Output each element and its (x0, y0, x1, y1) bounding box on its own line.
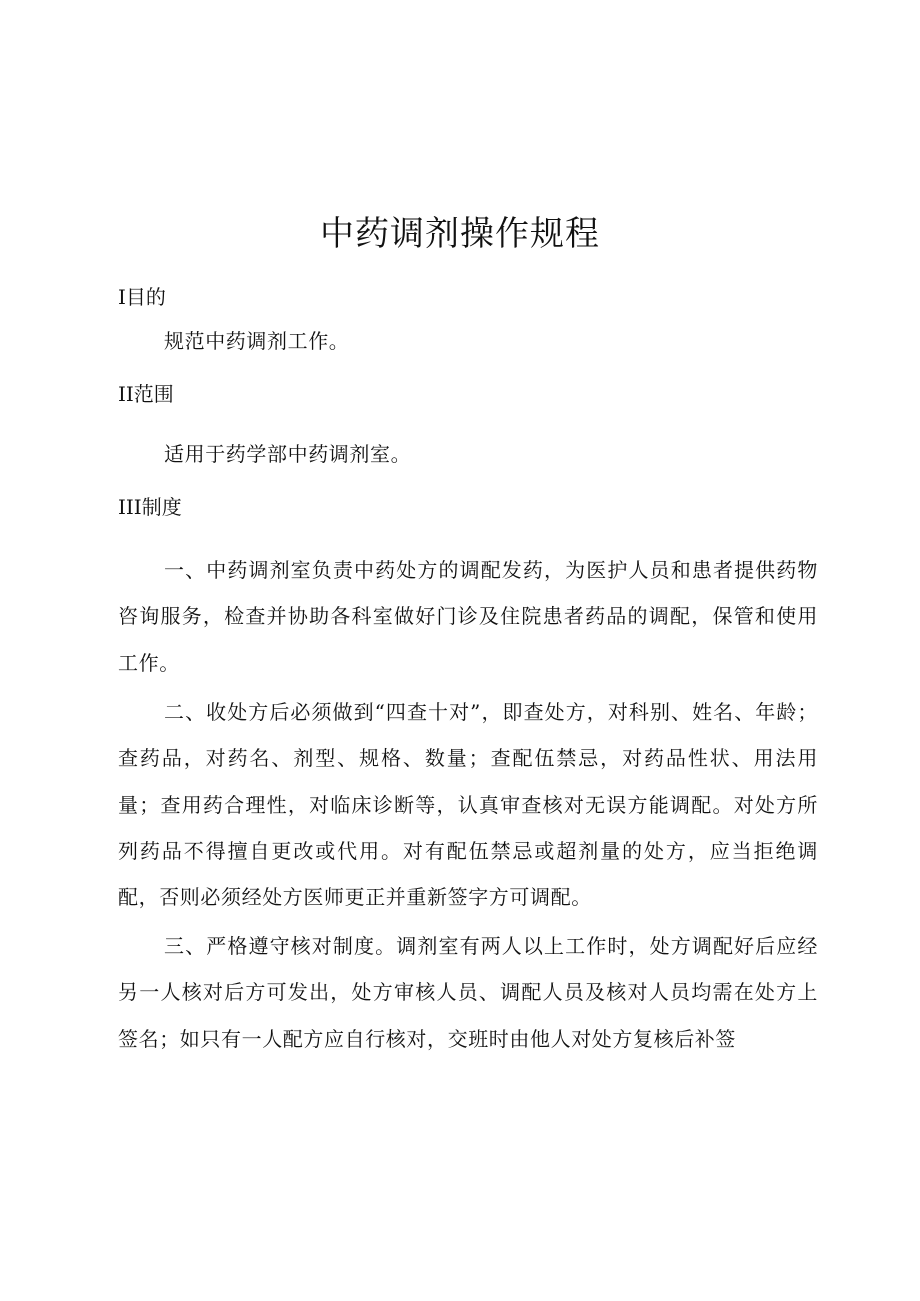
section-body-purpose: 规范中药调剂工作。 (164, 329, 350, 353)
section-heading-rules: III制度 (118, 495, 182, 519)
rule-paragraph-3: 三、严格遵守核对制度。调剂室有两人以上工作时，处方调配好后应经另一人核对后方可发出，处方审核人员、调配人员及核对人员均需在处方上签名；如只有一人配方应自行核对，交班时由他人对处方复核后补签 (118, 934, 818, 1051)
document-title: 中药调剂操作规程 (320, 214, 600, 254)
section-body-scope: 适用于药学部中药调剂室。 (164, 442, 412, 466)
rule-paragraph-2: 二、收处方后必须做到“四查十对”，即查处方，对科别、姓名、年龄；查药品，对药名、剂型、规格、数量；查配伍禁忌，对药品性状、用法用量；查用药合理性，对临床诊断等，认真审查核对无误方能调配。对处方所列药品不得擅自更改或代用。对有配伍禁忌或超剂量的处方，应当拒绝调配，否则必须经处方医师更正并重新签字方可调配。 (118, 700, 818, 910)
rule-paragraph-1: 一、中药调剂室负责中药处方的调配发药，为医护人员和患者提供药物咨询服务，检查并协助各科室做好门诊及住院患者药品的调配，保管和使用工作。 (118, 558, 818, 675)
section-heading-scope: II范围 (118, 382, 174, 406)
section-heading-purpose: I目的 (118, 285, 166, 309)
